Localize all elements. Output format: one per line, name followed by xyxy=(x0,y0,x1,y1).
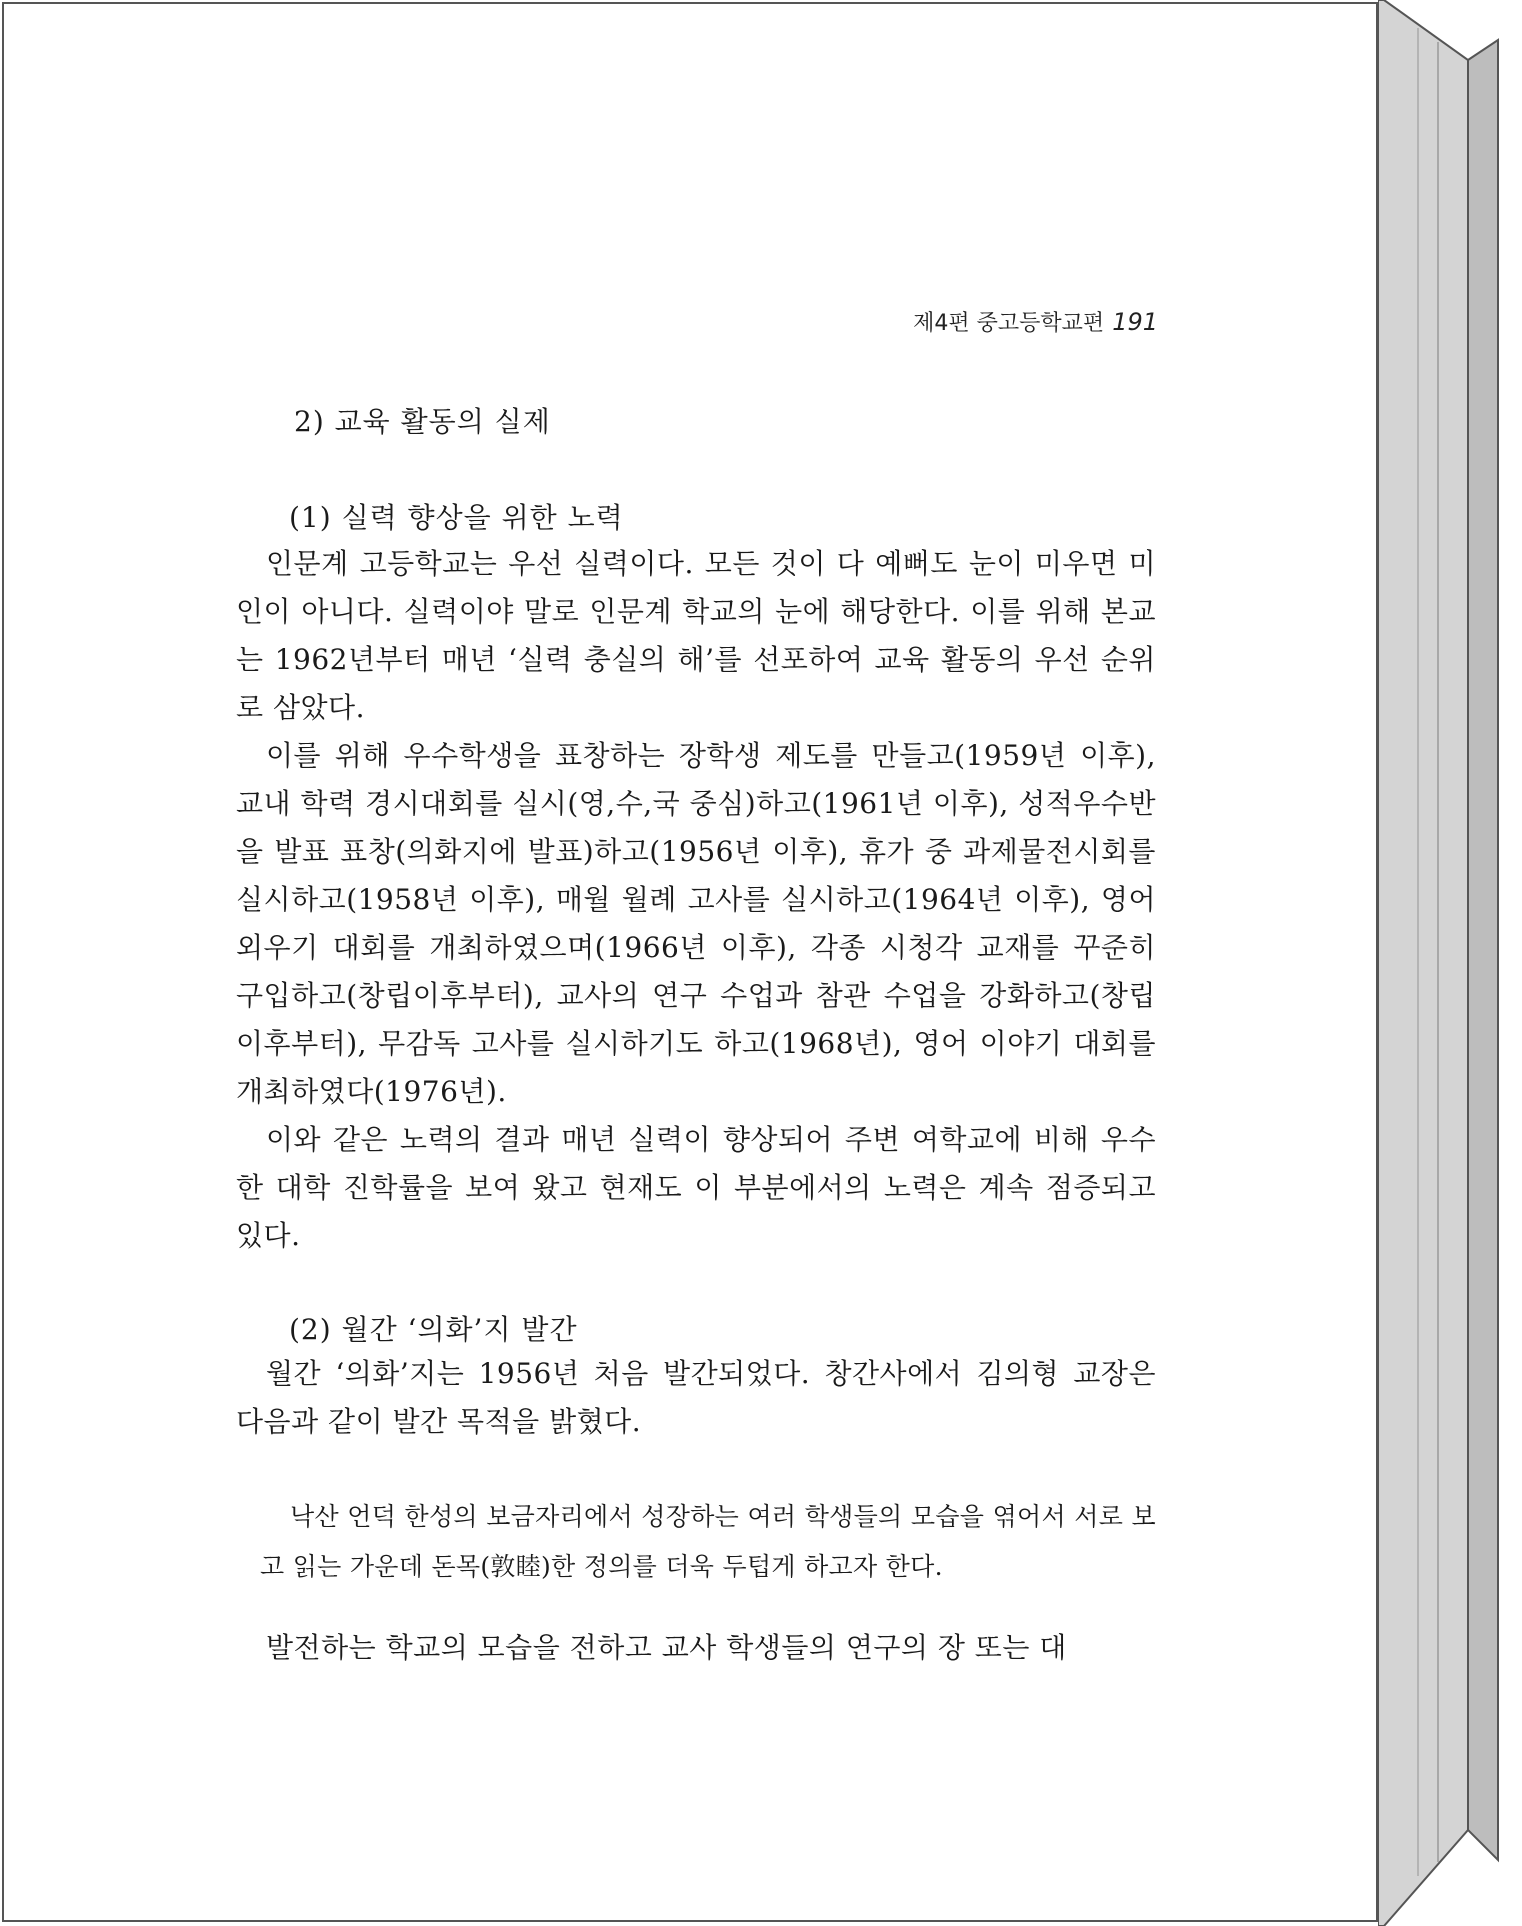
paragraph-5: 발전하는 학교의 모습을 전하고 교사 학생들의 연구의 장 또는 대 xyxy=(266,1631,1067,1664)
running-head xyxy=(913,306,1158,337)
founding-quote: 낙산 언덕 한성의 보금자리에서 성장하는 여러 학생들의 모습을 엮어서 서로 보고 읽는 가운데 돈목(敦睦)한 정의를 더욱 두텁게 하고자 한다. xyxy=(260,1502,1156,1581)
book-page xyxy=(2,2,1378,1922)
page-number: 191 xyxy=(1112,308,1158,336)
running-head-label: 제4편 중고등학교편 xyxy=(913,311,1105,336)
book-page-edges xyxy=(1378,0,1522,1926)
subsection-2-title: (2) 월간 ‘의화’지 발간 xyxy=(289,1313,578,1346)
continuation-body xyxy=(236,1624,1156,1672)
paragraph-1: 인문계 고등학교는 우선 실력이다. 모든 것이 다 예뻐도 눈이 미우면 미인이 아니다. 실력이야 말로 인문계 학교의 눈에 해당한다. 이를 위해 본교는 1962년부터 매년 ‘실력 충실의 해’를 선포하여 교육 활동의 우선 순위로 삼았다. xyxy=(236,547,1156,724)
paragraph-4: 월간 ‘의화’지는 1956년 처음 발간되었다. 창간사에서 김의형 교장은 다음과 같이 발간 목적을 밝혔다. xyxy=(236,1357,1156,1438)
paragraph-3: 이와 같은 노력의 결과 매년 실력이 향상되어 주변 여학교에 비해 우수한 대학 진학률을 보여 왔고 현재도 이 부분에서의 노력은 계속 점증되고 있다. xyxy=(236,1123,1156,1252)
subsection-1-body xyxy=(236,540,1156,1260)
subsection-2-body xyxy=(236,1350,1156,1446)
paragraph-2: 이를 위해 우수학생을 표창하는 장학생 제도를 만들고(1959년 이후), 교내 학력 경시대회를 실시(영,수,국 중심)하고(1961년 이후), 성적우수반을 발표 표창(의화지에 발표)하고(1956년 이후), 휴가 중 과제물전시회를 실시하고(1958년 이후), 매월 월례 고사를 실시하고(1964년 이후), 영어 외우기 대회를 개최하였으며(1966년 이후), 각종 시청각 교재를 꾸준히 구입하고(창립이후부터), 교사의 연구 수업과 참관 수업을 강화하고(창립 이후부터), 무감독 고사를 실시하기도 하고(1968년), 영어 이야기 대회를 개최하였다(1976년). xyxy=(236,739,1156,1108)
section-title: 2) 교육 활동의 실제 xyxy=(294,405,551,438)
subsection-1-title: (1) 실력 향상을 위한 노력 xyxy=(289,501,624,534)
